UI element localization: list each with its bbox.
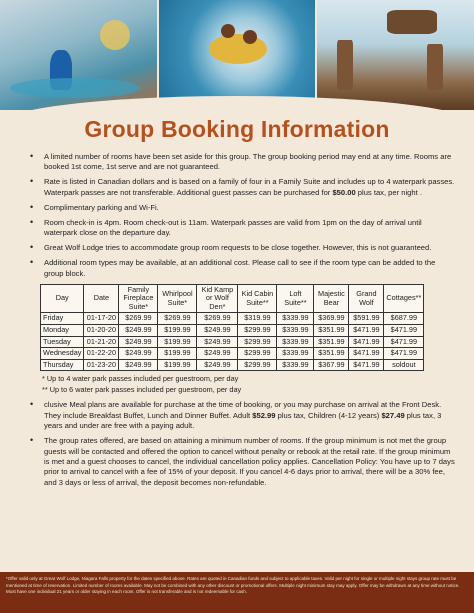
header-cottages: Cottages** <box>384 284 424 313</box>
bullet-icon: • <box>30 435 34 446</box>
bullet-item <box>28 203 456 213</box>
footnote: * Up to 4 water park passes included per guestroom, per day <box>42 374 239 384</box>
bullet-icon: • <box>30 176 34 187</box>
rate-cell: $249.99 <box>197 325 238 337</box>
rate-cell: $339.99 <box>277 359 314 371</box>
day-cell: Thursday <box>41 359 84 371</box>
rate-cell: $249.99 <box>197 359 238 371</box>
rate-cell: soldout <box>384 359 424 371</box>
rate-cell: $351.99 <box>314 348 349 360</box>
page-title: Group Booking Information <box>84 116 390 142</box>
table-row <box>41 313 424 325</box>
rate-cell: $199.99 <box>158 359 197 371</box>
bullet-item <box>28 258 456 279</box>
day-cell: Monday <box>41 325 84 337</box>
header-date: Date <box>84 284 119 313</box>
table-row <box>41 325 424 337</box>
bullet-text: Additional room types may be available, at an additional cost. Please call to see if the room type can be added to the group block. <box>44 258 436 278</box>
rate-cell: $299.99 <box>238 348 277 360</box>
bullet-item <box>28 152 456 173</box>
lodge-lobby-photo <box>317 0 474 110</box>
bullet-icon: • <box>30 216 34 227</box>
date-cell: 01-17-20 <box>84 313 119 325</box>
rate-cell: $269.99 <box>119 313 158 325</box>
bullet-item <box>28 218 456 239</box>
rate-cell: $471.99 <box>384 336 424 348</box>
rate-cell: $249.99 <box>119 348 158 360</box>
header-loft: Loft Suite** <box>277 284 314 313</box>
rate-cell: $351.99 <box>314 325 349 337</box>
rate-cell: $369.99 <box>314 313 349 325</box>
rates-table <box>40 284 424 372</box>
waterpark-photo-left <box>0 0 159 110</box>
bullet-icon: • <box>30 201 34 212</box>
rate-cell: $199.99 <box>158 325 197 337</box>
bullet-text: Room check-in is 4pm. Room check-out is 11am. Waterpark passes are valid from 1pm on the day of arrival until waterpark close on the departure day. <box>44 217 422 238</box>
footer-disclaimer: *Offer valid only at Great Wolf Lodge, Niagara Falls property for the dates specified above. Rates are quoted in Canadian funds and subject to applicable taxes. Valid per night for single or multiple night stays group rate must be mentioned at time of reservation. Limited number of rooms available. May not be combined with any other discount or promotional offers. Multiple night minimum stay may apply. Offer may be withdrawn at any time without notice. Must have one individual 21 years or older staying in each room. Offer is not transferable and is not redeemable for cash. <box>0 572 474 613</box>
rate-cell: $339.99 <box>277 325 314 337</box>
header-grand-wolf: Grand Wolf <box>349 284 384 313</box>
table-row <box>41 336 424 348</box>
rate-cell: $339.99 <box>277 348 314 360</box>
rate-cell: $299.99 <box>238 325 277 337</box>
rate-cell: $249.99 <box>197 348 238 360</box>
photo-banner <box>0 0 474 110</box>
waterslide-photo <box>159 0 318 110</box>
rate-cell: $339.99 <box>277 313 314 325</box>
rate-cell: $351.99 <box>314 336 349 348</box>
rate-cell: $339.99 <box>277 336 314 348</box>
date-cell: 01-21-20 <box>84 336 119 348</box>
rate-cell: $471.99 <box>349 359 384 371</box>
header-family-fireplace: Family Fireplace Suite* <box>119 284 158 313</box>
rate-cell: $199.99 <box>158 336 197 348</box>
rate-cell: $687.99 <box>384 313 424 325</box>
rate-cell: $249.99 <box>119 336 158 348</box>
rate-cell: $319.99 <box>238 313 277 325</box>
rate-cell: $249.99 <box>119 359 158 371</box>
rate-cell: $299.99 <box>238 336 277 348</box>
day-cell: Wednesday <box>41 348 84 360</box>
table-header-row <box>41 284 424 313</box>
date-cell: 01-22-20 <box>84 348 119 360</box>
bullet-text: Rate is listed in Canadian dollars and is based on a family of four in a Family Suite and includes up to 4 waterpark passes. Waterpark passes are not transferable. Additional guest passes can be purchased for $50.00 plus tax, per night . <box>44 177 455 197</box>
bullet-item <box>28 400 456 431</box>
table-row <box>41 359 424 371</box>
rate-cell: $591.99 <box>349 313 384 325</box>
header-whirlpool: Whirlpool Suite* <box>158 284 197 313</box>
content <box>28 152 456 493</box>
bullet-text: Great Wolf Lodge tries to accommodate group room requests to be close together. However, this is not guaranteed. <box>44 243 432 253</box>
rate-cell: $471.99 <box>384 325 424 337</box>
header-day: Day <box>41 284 84 313</box>
bullet-text: The group rates offered, are based on attaining a minimum number of rooms. If the group minimum is not met the group guests will be contacted and offered the option to cancel without penalty or rebook at the retail rate. If the group minimum is met and a guest chooses to cancel, the individual cancellation policy applies. Cancellation Policy: You have up to 7 days prior to arrival to cancel with a fee of 15% of your deposit. If you cancel 4-6 days prior to arrival, there will be a 30% fee, and 3 days or less of arrival, the deposit becomes non-refundable. <box>44 436 455 487</box>
header-kid-cabin: Kid Cabin Suite** <box>238 284 277 313</box>
date-cell: 01-23-20 <box>84 359 119 371</box>
bullet-icon: • <box>30 242 34 253</box>
rate-cell: $471.99 <box>384 348 424 360</box>
bullet-item <box>28 243 456 253</box>
bullet-text: Complimentary parking and Wi-Fi. <box>44 202 159 212</box>
rate-cell: $299.99 <box>238 359 277 371</box>
rate-cell: $471.99 <box>349 336 384 348</box>
rate-cell: $269.99 <box>158 313 197 325</box>
bullet-item <box>28 177 456 198</box>
table-row <box>41 348 424 360</box>
rate-cell: $199.99 <box>158 348 197 360</box>
rate-cell: $471.99 <box>349 348 384 360</box>
bullet-icon: • <box>30 257 34 268</box>
rate-cell: $471.99 <box>349 325 384 337</box>
bullet-text: A limited number of rooms have been set aside for this group. The group booking period may end at any time. Rooms are booked 1st come, 1st serve and are not guaranteed. <box>44 152 452 172</box>
date-cell: 01-20-20 <box>84 325 119 337</box>
rate-cell: $249.99 <box>119 325 158 337</box>
rate-cell: $367.99 <box>314 359 349 371</box>
bullet-text: clusive Meal plans are available for purchase at the time of booking, or you may purchase on arrival at the Front Desk. They include Breakfast Buffet, Lunch and Dinner Buffet. Adult $52.99 plus tax, Children (4-12 years) $27.49 plus tax, 3 years and under are free with a paying adult. <box>44 400 442 431</box>
bullet-icon: • <box>30 151 34 161</box>
day-cell: Tuesday <box>41 336 84 348</box>
bullet-item <box>28 436 456 488</box>
header-kid-kamp: Kid Kamp or Wolf Den* <box>197 284 238 313</box>
header-majestic-bear: Majestic Bear <box>314 284 349 313</box>
bullet-icon: • <box>30 399 34 410</box>
rate-cell: $269.99 <box>197 313 238 325</box>
footnote: ** Up to 6 water park passes included per guestroom, per day <box>42 385 242 395</box>
rate-cell: $249.99 <box>197 336 238 348</box>
day-cell: Friday <box>41 313 84 325</box>
